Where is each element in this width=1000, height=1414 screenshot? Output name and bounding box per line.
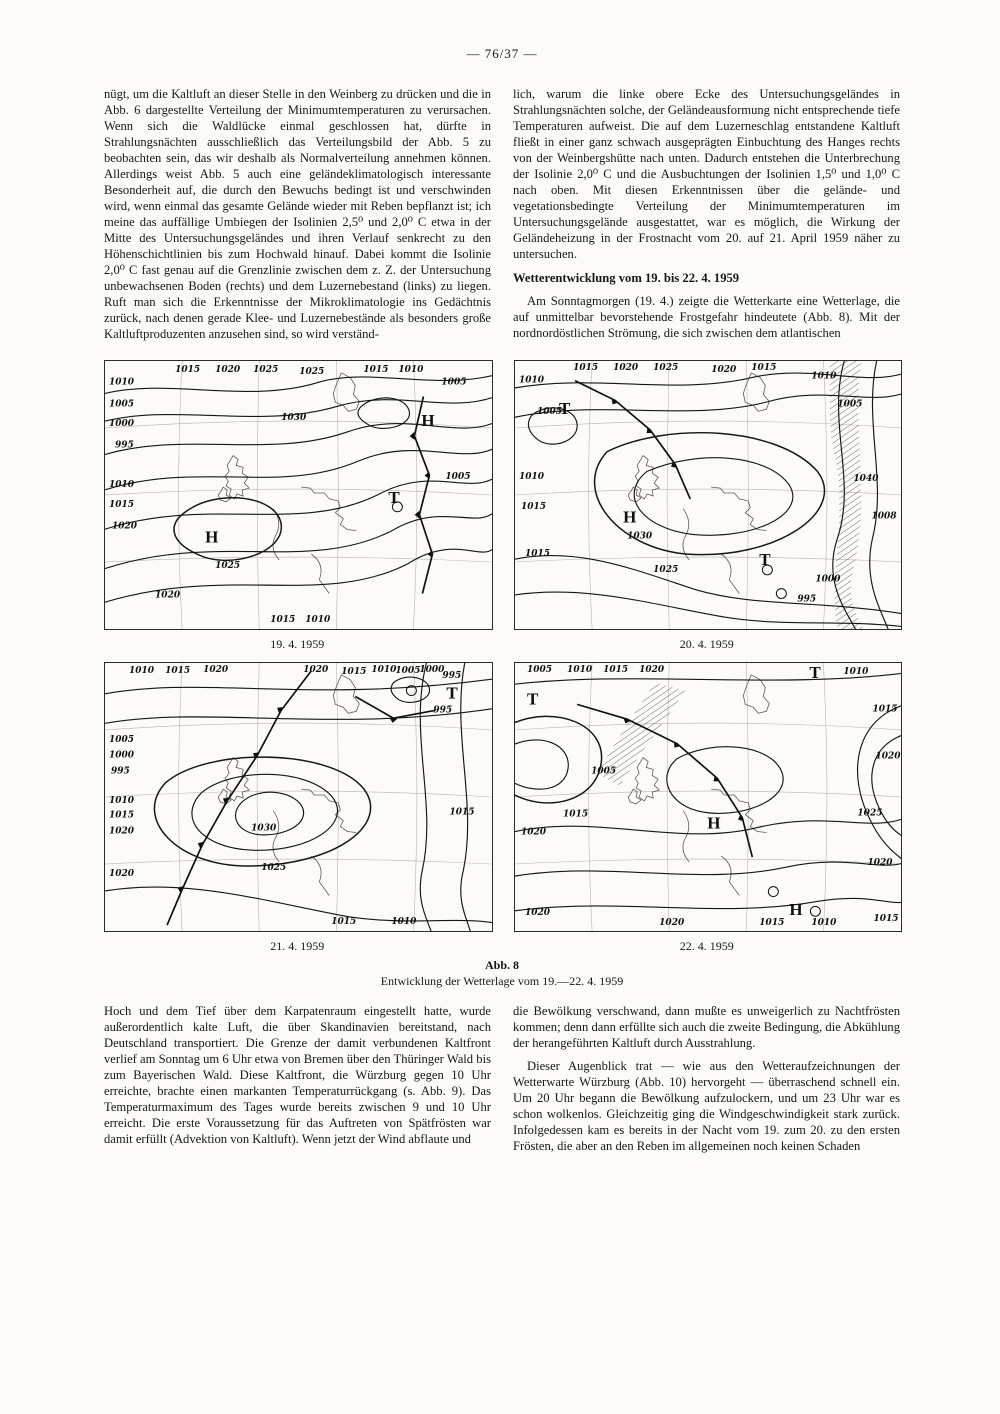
pressure-label: 1005 <box>536 407 562 418</box>
pressure-label: 1020 <box>520 827 546 838</box>
pressure-label: 1015 <box>871 704 898 715</box>
pressure-label: 1010 <box>391 917 417 928</box>
pressure-label: 1015 <box>363 364 389 375</box>
pressure-label: 1015 <box>572 362 598 373</box>
pressure-label: 1030 <box>251 823 277 834</box>
pressure-label: 1020 <box>109 868 135 879</box>
low-symbol: T <box>446 683 458 703</box>
cold-front-line <box>355 697 435 719</box>
pressure-label: 1020 <box>658 918 684 929</box>
pressure-label: 1025 <box>856 808 882 819</box>
pressure-label: 1000 <box>419 664 445 675</box>
graticule <box>515 663 902 931</box>
pressure-label: 1015 <box>331 917 357 928</box>
pressure-label: 1015 <box>602 664 628 675</box>
low-symbol: T <box>558 399 570 419</box>
station-circle-icon <box>810 906 820 916</box>
weather-chart-22-4 <box>514 662 903 932</box>
pressure-label: 1020 <box>303 664 329 675</box>
pressure-label: 1005 <box>441 377 467 388</box>
pressure-label: 995 <box>442 670 462 681</box>
pressure-labels <box>109 365 470 625</box>
pressure-label: 1040 <box>852 474 878 485</box>
figure-abb-8 <box>104 360 900 989</box>
pressure-label: 1005 <box>836 399 862 410</box>
occluded-front-line <box>577 704 752 857</box>
pressure-label: 1015 <box>341 666 367 677</box>
station-circle-icon <box>776 589 786 599</box>
pressure-label: 1015 <box>872 914 899 925</box>
pressure-label: 1010 <box>109 795 135 806</box>
pressure-label: 1015 <box>758 918 784 929</box>
pressure-label: 1020 <box>866 858 892 868</box>
pressure-label: 1025 <box>261 862 287 873</box>
pressure-label: 1008 <box>870 511 897 522</box>
pressure-label: 1020 <box>524 908 550 919</box>
low-symbol: T <box>526 689 538 709</box>
pressure-label: 1015 <box>520 501 546 512</box>
pressure-label: 1010 <box>518 375 544 386</box>
pressure-label: 1000 <box>109 750 135 761</box>
pressure-label: 1010 <box>810 371 836 382</box>
pressure-label: 1020 <box>874 751 901 762</box>
pressure-label: 1010 <box>109 377 135 388</box>
cold-front-line <box>575 381 690 499</box>
weather-map-19-4-1959 <box>104 360 491 652</box>
pressure-label: 995 <box>433 705 453 716</box>
bottom-text-section <box>104 1003 900 1156</box>
pressure-label: 1010 <box>371 664 397 675</box>
weather-map-22-4-1959 <box>514 662 901 954</box>
high-symbol: H <box>421 411 435 430</box>
section-heading: Wetterentwicklung vom 19. bis 22. 4. 1959 <box>513 271 740 285</box>
graticule <box>105 361 492 629</box>
pressure-label: 1020 <box>638 664 664 675</box>
pressure-label: 1015 <box>165 665 191 676</box>
pressure-label: 1015 <box>175 364 201 375</box>
pressure-label: 1010 <box>518 472 544 483</box>
map-caption-date: 21. 4. 1959 <box>270 939 325 953</box>
station-circle-icon <box>768 887 778 897</box>
top-right-column <box>513 86 900 344</box>
pressure-label: 1015 <box>109 810 135 821</box>
pressure-label: 1010 <box>842 666 868 677</box>
pressure-label: 1025 <box>253 364 279 375</box>
pressure-label: 1015 <box>270 615 296 626</box>
pressure-label: 1025 <box>215 560 241 571</box>
isobars <box>104 662 493 932</box>
pressure-label: 1015 <box>449 807 475 818</box>
weather-chart-21-4 <box>104 662 493 932</box>
map-caption-date: 22. 4. 1959 <box>679 939 734 953</box>
pressure-label: 1025 <box>652 362 678 373</box>
map-caption-date: 20. 4. 1959 <box>679 637 734 651</box>
pressure-label: 1010 <box>398 364 424 375</box>
pressure-label: 1005 <box>395 665 421 676</box>
weather-map-20-4-1959 <box>514 360 901 652</box>
pressure-label: 1010 <box>566 664 592 675</box>
pressure-label: 1005 <box>445 472 471 483</box>
bottom-left-column <box>104 1003 491 1156</box>
pressure-label: 1010 <box>129 665 155 676</box>
pressure-label: 1020 <box>109 826 135 837</box>
pressure-label: 1005 <box>109 734 135 745</box>
low-symbol: T <box>388 488 400 507</box>
pressure-label: 1010 <box>109 480 135 491</box>
pressure-label: 1020 <box>112 521 138 532</box>
high-symbol: H <box>622 507 636 527</box>
pressure-label: 1030 <box>281 413 307 424</box>
body-paragraph: Dieser Augenblick trat — wie aus den Wetteraufzeichnungen der Wetterwarte Würzburg (Abb. 10) hervorgeht — überraschend schnell ein. Um 20 Uhr begann die Bewölkung aufzulockern, und um 23 Uhr war es schon wolkenlos. Gleichzeitig ging die Windgeschwindigkeit stark zurück. Infolgedessen kam es bereits in der Nacht vom 19. zum 20. zu den ersten Frösten, die aber an den Reben im allgemeinen noch keinen Schaden <box>513 1059 900 1153</box>
pressure-label: 995 <box>796 594 816 605</box>
weather-chart-19-4 <box>104 360 493 630</box>
top-left-column <box>104 86 491 344</box>
graticule <box>105 663 492 931</box>
weather-chart-20-4 <box>514 360 903 630</box>
pressure-label: 1005 <box>526 664 552 675</box>
pressure-label: 995 <box>115 440 134 451</box>
body-paragraph: nügt, um die Kaltluft an dieser Stelle in den Weinberg zu drücken und die in Abb. 6 dargestellte Verteilung der Minimumtemperaturen zu verursachen. Wenn sich die Waldlücke einmal geschlossen hat, dürfte in Strahlungsnächten ausschließlich das Verteilungsbild der Abb. 5 zu beobachten sein, das wir deshalb als Normalverteilung annehmen können. Allerdings weist Abb. 5 auch eine geländeklimatologisch interessante Besonderheit auf, die durch den Bewuchs bedingt ist und verschwinden wird, wenn einmal das gesamte Gelände wieder mit Reben bepflanzt ist; ich meine das auffällige Umbiegen der Isolinien 2,5⁰ und 2,0⁰ C etwa in der Mitte des Untersuchungsgeländes und ihren Verlauf senkrecht zu den Höhenschichtlinien bis zum Hochwald hinauf. Dabei kommt die Isolinie 2,0⁰ C fast genau auf die Grenzlinie zwischen dem z. Z. der Untersuchung unbewachsenen Boden (rechts) und dem Luzernebestand (links) zu liegen. Ruft man sich die Erkenntnisse der Mikroklimatologie ins Gedächtnis zurück, nach denen gerade Klee- und Luzernebestände als besonders große Kaltluftproduzenten anzusehen sind, so wird verständ- <box>104 87 491 341</box>
pressure-label: 1010 <box>305 615 331 626</box>
body-paragraph: Hoch und dem Tief über dem Karpatenraum eingestellt hatte, wurde außerordentlich kalte Luft, die über Skandinavien bereitstand, nach Deutschland transportiert. Die Grenze der damit verbundenen Kaltfront verlief am Sonntag um 6 Uhr etwa von Bremen über den Thüringer Wald bis zum Bayerischen Wald. Diese Kaltfront, die Würzburg gegen 10 Uhr erreichte, brachte einen markanten Temperaturrückgang (s. Abb. 9). Das Temperaturmaximum des Tages wurde bereits zwischen 9 und 10 Uhr erreicht. Die erste Voraussetzung für das Auftreten von Spätfrösten war damit erfüllt (Advektion von Kaltluft). Wenn jetzt der Wind abflaute und <box>104 1004 491 1146</box>
pressure-label: 1010 <box>810 918 836 929</box>
body-paragraph: lich, warum die linke obere Ecke des Untersuchungsgeländes in Strahlungsnächten solche, der Geländeausformung nicht entsprechende tiefe Temperaturen aufweist. Die auf dem Luzerneschlag entstandene Kaltluft fließt in einer ganz schwach ausgeprägten Einbuchtung des Hanges rechts von der Weinbergshütte nach unten. Dadurch entstehen die Unterbrechung der Isolinie 2,0⁰ C und die Ausbuchtungen der Isolinien 1,5⁰ und 1,0⁰ C nach oben. Mit diesen Erkenntnissen über die gelände- und vegetationsbedingte Verteilung der Minimumtemperaturen im Untersuchungsgelände ausgestattet, war es möglich, die Wirkung der Geländeheizung in der Frostnacht vom 20. auf 21. April 1959 näher zu untersuchen. <box>513 87 900 261</box>
pressure-label: 1015 <box>109 499 135 510</box>
high-symbol: H <box>205 527 219 547</box>
pressure-label: 1005 <box>109 399 135 410</box>
isobars <box>514 673 903 911</box>
low-symbol: T <box>808 662 821 682</box>
pressure-label: 1015 <box>524 549 550 560</box>
pressure-label: 1005 <box>590 766 616 777</box>
map-caption-date: 19. 4. 1959 <box>270 637 325 651</box>
low-symbol: T <box>758 550 771 569</box>
pressure-label: 1020 <box>215 364 241 375</box>
body-paragraph: Am Sonntagmorgen (19. 4.) zeigte die Wetterkarte eine Wetterlage, die auf unmittelbar bevorstehende Frostgefahr hindeutete (Abb. 8). Mit der nordnordöstlichen Strömung, die sich zwischen dem atlantischen <box>513 294 900 340</box>
pressure-label: 1025 <box>299 366 325 377</box>
pressure-label: 1000 <box>814 574 840 585</box>
pressure-label: 1015 <box>750 362 776 373</box>
pressure-labels <box>109 665 474 927</box>
pressure-label: 1025 <box>652 564 678 575</box>
pressure-label: 1020 <box>155 590 181 601</box>
pressure-label: 1020 <box>710 364 736 375</box>
body-paragraph: die Bewölkung verschwand, dann mußte es unweigerlich zu Nachtfrösten kommen; denn dann erfüllte sich auch die zweite Bedingung, die Abkühlung der herangeführten Kaltluft durch Ausstrahlung. <box>513 1004 900 1050</box>
bottom-right-column <box>513 1003 900 1156</box>
figure-caption-text: Entwicklung der Wetterlage vom 19.—22. 4. 1959 <box>380 974 624 988</box>
pressure-label: 1015 <box>562 809 588 820</box>
high-symbol: H <box>788 900 803 920</box>
weather-map-21-4-1959 <box>104 662 491 954</box>
pressure-label: 995 <box>111 766 130 777</box>
top-text-section <box>104 86 900 344</box>
cold-front-line <box>167 671 311 925</box>
pressure-label: 1030 <box>626 531 652 542</box>
high-symbol: H <box>706 813 720 833</box>
figure-caption <box>104 958 900 989</box>
weather-map-grid <box>104 360 900 954</box>
figure-caption-label: Abb. 8 <box>484 958 519 972</box>
pressure-label: 1020 <box>612 362 638 373</box>
page-number: — 76/37 — <box>466 46 538 61</box>
pressure-label: 1000 <box>109 419 135 430</box>
pressure-label: 1020 <box>203 664 229 675</box>
